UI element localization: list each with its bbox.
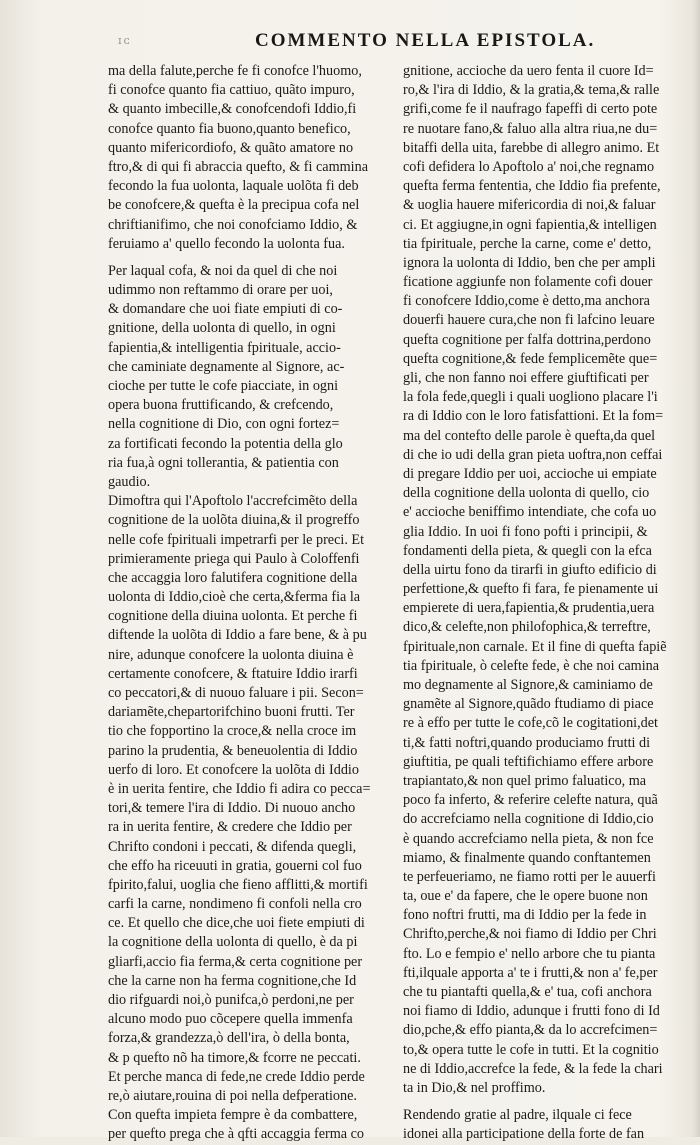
right-column-line: fto. Lo e fempio e' nello arbore che tu pianta: [403, 945, 656, 962]
right-column-line: mo degnamente al Signore,& caminiamo de: [403, 677, 653, 693]
right-column-line: gnamẽte al Signore,quãdo ftudiamo di piace: [403, 696, 654, 713]
left-column-line: quanto mifericordiofo, & quãto amatore no: [108, 139, 354, 156]
right-column-line: ma del contefto delle parole è quefta,da quel: [403, 427, 656, 444]
page-header: [0, 28, 700, 54]
right-column-line: la fola fede,quegli i quali uogliono placare l'i: [403, 389, 658, 406]
left-column-line: Et perche manca di fede,ne crede Iddio perde: [108, 1068, 365, 1085]
right-column-line: ti,& fatti noftri,quando produciamo frutti di: [403, 734, 651, 751]
left-column-line: tio che fopportino la croce,& nella croce im: [108, 723, 357, 740]
left-column-line: nella cognitione di Dio, con ogni fortez=: [108, 416, 340, 433]
left-column-line: opera buona fruttificando, & crefcendo,: [108, 397, 334, 414]
right-column-line: fono noftri frutti, ma di Iddio per la fede in: [403, 907, 647, 924]
left-column-line: dariamẽte,chepartorifchino buoni frutti. Ter: [108, 704, 355, 721]
left-column-line: chriftianifimo, che noi conofciamo Iddio, &: [108, 216, 358, 233]
left-column-line: & domandare che uoi fiate empiuti di co-: [108, 301, 343, 318]
right-column-line: della cognitione della uolonta di quello, cio: [403, 485, 650, 502]
right-column-line: ficatione aggiunfe non folamente cofi douer: [403, 274, 653, 291]
left-column-line: & p quefto nõ ha timore,& fcorre ne peccati.: [108, 1049, 361, 1066]
left-column-line: la cognitione della uolonta di quello, è da pi: [108, 934, 358, 951]
right-text-column: [403, 62, 685, 1145]
left-column-line: co peccatori,& di nuouo faluare i pii. Secon=: [108, 685, 364, 701]
right-column-line: Chrifto,perche,& noi fiamo di Iddio per Chri: [403, 926, 657, 943]
right-column-line: trapiantato,& non quel primo faluatico, ma: [403, 772, 647, 789]
right-column-line: ne di Iddio,accrefce la fede, & la fede la chari: [403, 1060, 663, 1077]
right-column-line: ci. Et aggiugne,in ogni fapientia,& intelligen: [403, 216, 657, 233]
paragraph-gap: [403, 1098, 685, 1106]
right-column-line: empierete di uera,fapientia,& prudentia,uera: [403, 600, 655, 617]
left-column-line: conofce quanto fia buono,quanto benefico,: [108, 120, 351, 137]
right-column-line: douerfi hauere cura,che non fi lafcino leuare: [403, 312, 655, 329]
right-column-line: quefta cognitione,& fede femplicemẽte que=: [403, 350, 658, 367]
left-column-line: feruiamo a' quello fecondo la uolonta fua.: [108, 235, 345, 252]
right-column-line: quefta cognitione per falfa dottrina,perdono: [403, 331, 651, 348]
right-column-line: tia fpirituale, ò celefte fede, è che noi camina: [403, 657, 660, 674]
right-column-line: fondamenti della pieta, & quegli con la efca: [403, 542, 652, 559]
right-column-line: re nuotare fano,& faluo alla altra riua,ne du=: [403, 120, 658, 137]
left-column-line: ma della falute,perche fe fi conofce l'huomo,: [108, 63, 362, 79]
left-column-line: forza,& grandezza,ò dell'ira, ò della bonta,: [108, 1030, 350, 1047]
right-column-line: giuftitia, pe quali teftifichiamo effere arbore: [403, 753, 654, 770]
right-column-line: tia fpirituale, perche la carne, come e' detto,: [403, 235, 652, 252]
right-column-line: te perfeueriamo, ne fiamo rotti per le auuerfi: [403, 868, 656, 885]
left-column-line: carfi la carne, nondimeno fi confoli nella cro: [108, 896, 362, 913]
right-column-line: ignora la uolonta di Iddio, ben che per ampli: [403, 254, 656, 271]
running-head: COMMENTO NELLA EPISTOLA.: [255, 30, 596, 51]
left-column-line: Chrifto condoni i peccati, & difenda quegli,: [108, 838, 357, 855]
left-column-line: primieramente priega qui Paulo à Coloffenfi: [108, 550, 360, 567]
right-column-line: perfettione,& quefto fi fara, fe pienamente ui: [403, 581, 659, 598]
left-column-line: nire, adunque conofcere la uolonta diuina è: [108, 646, 354, 663]
right-column-line: ta in Dio,& nel proffimo.: [403, 1079, 546, 1096]
right-column-line: re à effo per tutte le cofe,cõ le cogitationi,det: [403, 715, 658, 732]
page-edge-shadow: [692, 0, 700, 1137]
left-column-line: certamente conofcere, & ftatuire Iddio irarfi: [108, 665, 358, 682]
right-column-line: poco fa inferto, & referire celefte natura, quã: [403, 792, 658, 809]
left-column-line: Per laqual cofa, & noi da quel di che noi: [108, 262, 338, 279]
right-column-line: glia Iddio. In uoi fi fono pofti i principii, &: [403, 523, 648, 540]
left-column-line: be conofcere,& quefta è la precipua cofa nel: [108, 197, 360, 214]
left-column-line: fpirito,falui, uoglia che fieno afflitti,& mortifi: [108, 876, 368, 893]
right-column-line: dio,pche,& effo pianta,& da lo accrefcimen=: [403, 1022, 658, 1039]
right-column-line: miamo, & finalmente quando conftantemen: [403, 849, 651, 866]
left-column-line: che effo ha riceuuti in gratia, gouerni col fuo: [108, 857, 362, 874]
left-column-line: & quanto imbecille,& conofcendofi Iddio,fi: [108, 101, 357, 118]
left-column-line: re,ò aiutare,rouina di poi nella defperatione.: [108, 1087, 357, 1104]
folio-mark: ɪᴄ: [118, 34, 132, 47]
left-column-line: Dimoftra qui l'Apoftolo l'accrefcimẽto della: [108, 493, 358, 510]
right-column-line: ra di Iddio con le loro fatisfattioni. Et la fom=: [403, 408, 664, 425]
left-column-line: za fortificati fecondo la potentia della glo: [108, 435, 343, 452]
right-column-line: ro,& l'ira di Iddio, & la gratia,& tema,& ralle: [403, 82, 660, 99]
left-column-line: uolonta di Iddio,cioè che certa,&ferma fia la: [108, 589, 361, 606]
left-column-line: che accaggia loro falutifera cognitione della: [108, 569, 358, 586]
left-column-line: parino la prudentia, & beneuolentia di Iddio: [108, 742, 358, 759]
right-column-line: idonei alla participatione della forte de fan: [403, 1126, 645, 1143]
right-column-line: & uoglia hauere mifericordia di noi,& faluar: [403, 197, 656, 214]
left-column-line: è in uerita fentire, che Iddio fi adira co pecca=: [108, 780, 371, 797]
right-column-line: gli, che non fanno noi effere giuftificati per: [403, 370, 649, 386]
left-column-line: che caminiate degnamente al Signore, ac-: [108, 358, 345, 375]
right-column-line: do accrefciamo nella cognitione di Iddio,cio: [403, 811, 654, 828]
left-column-line: gaudio.: [108, 473, 151, 490]
right-column-line: cofi defidera lo Apoftolo a' noi,che regnamo: [403, 158, 655, 175]
right-column-line: della uirtu fono da tirarfi in giufto edificio di: [403, 561, 657, 578]
right-column-line: è quando accrefciamo nella pieta, & non fce: [403, 830, 654, 847]
left-column-line: diftende la uolõta di Iddio a fare bene, & à pu: [108, 627, 367, 644]
right-column-line: gnitione, accioche da uero fenta il cuore Id=: [403, 63, 654, 79]
left-column-line: cognitione della diuina uolonta. Et perche fi: [108, 608, 358, 625]
left-column-line: Con quefta impieta fempre è da combattere,: [108, 1107, 358, 1124]
left-column-line: cognitione de la uolõta diuina,& il progreffo: [108, 512, 360, 529]
left-column-line: ftro,& di qui fi abraccia quefto, & fi cammina: [108, 158, 369, 175]
left-text-column: [108, 62, 380, 1145]
left-column-line: tori,& temere l'ira di Iddio. Di nuouo ancho: [108, 800, 356, 817]
left-column-line: per quefto prega che à qfti accaggia ferma co: [108, 1126, 365, 1143]
right-column-line: fti,ilquale apporta a' te i frutti,& non a' fe,per: [403, 964, 658, 981]
right-column-line: e' accioche beniffimo intendiate, che cofa uo: [403, 504, 657, 521]
right-column-line: Rendendo gratie al padre, ilquale ci fece: [403, 1107, 632, 1124]
left-column-line: cioche per tutte le cofe piacciate, in ogni: [108, 378, 339, 394]
left-column-line: gliarfi,accio fia ferma,& certa cognitione per: [108, 953, 363, 970]
paragraph-gap: [108, 254, 380, 262]
right-column-line: ta, oue e' da fapere, che le opere buone non: [403, 888, 648, 905]
left-column-line: fi conofce quanto fia cattiuo, quãto impuro,: [108, 82, 355, 99]
left-column-line: ra in uerita fentire, & credere che Iddio per: [108, 819, 352, 836]
right-column-line: di che io udi della gran pieta uoftra,non ceffai: [403, 446, 663, 463]
right-column-line: dico,& celefte,non philofophica,& terreftre,: [403, 619, 651, 636]
right-column-line: bitaffi della uita, farebbe di allegro animo. Et: [403, 139, 660, 156]
left-column-line: nelle cofe fpirituali impetrarfi per le preci. Et: [108, 531, 365, 548]
left-column-line: fecondo la fua uolonta, laquale uolõta fi deb: [108, 178, 359, 195]
left-column-line: dio rifguardi noi,ò punifca,ò perdoni,ne per: [108, 992, 354, 1008]
right-column-line: di pregare Iddio per uoi, accioche ui empiate: [403, 465, 657, 482]
left-column-line: alcuno modo puo cõcepere quella immenfa: [108, 1011, 353, 1028]
left-column-line: uerfo di loro. Et conofcere la uolõta di Iddio: [108, 761, 359, 778]
left-column-line: che la carne non ha ferma cognitione,che Id: [108, 972, 357, 989]
right-column-line: fi conofcere Iddio,come è detto,ma anchora: [403, 293, 650, 310]
right-column-line: noi fiamo di Iddio, adunque i frutti fono di Id: [403, 1003, 660, 1020]
left-column-line: gnitione, della uolonta di quello, in ogni: [108, 320, 336, 337]
right-column-line: fpirituale,non carnale. Et il fine di quefta fapiẽ: [403, 638, 667, 655]
right-column-line: grifi,come fe il naufrago fapeffi di certo pote: [403, 101, 658, 118]
left-column-line: ce. Et quello che dice,che uoi fiete empiuti di: [108, 915, 365, 932]
right-column-line: che tu piantafti quella,& e' tua, cofi anchora: [403, 984, 652, 1000]
right-column-line: to,& opera tutte le cofe in tutti. Et la cognitio: [403, 1041, 659, 1058]
left-column-line: ria fua,à ogni tollerantia, & patientia con: [108, 454, 339, 471]
right-column-line: quefta ferma fententia, che Iddio fia prefente,: [403, 178, 661, 195]
left-column-line: udimmo non reftammo di orare per uoi,: [108, 282, 333, 299]
left-column-line: fapientia,& intelligentia fpirituale, accio-: [108, 339, 341, 356]
